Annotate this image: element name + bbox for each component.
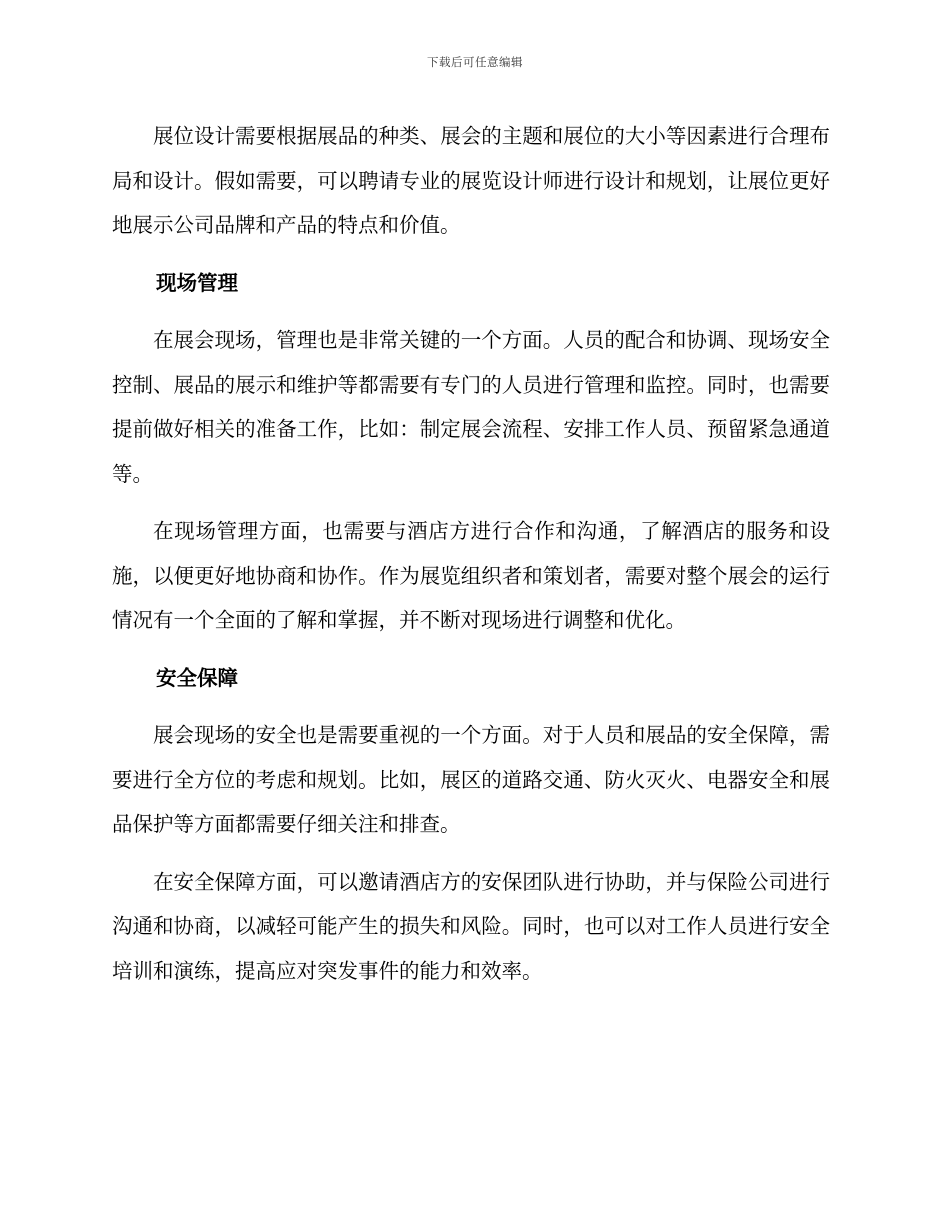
intro-paragraph: 展位设计需要根据展品的种类、展会的主题和展位的大小等因素进行合理布局和设计。假如需要，可以聘请专业的展览设计师进行设计和规划，让展位更好地展示公司品牌和产品的特点和价值。 xyxy=(112,124,830,237)
safety-paragraph-2: 在安全保障方面，可以邀请酒店方的安保团队进行协助，并与保险公司进行沟通和协商，以减轻可能产生的损失和风险。同时，也可以对工作人员进行安全培训和演练，提高应对突发事件的能力和效率。 xyxy=(112,869,830,983)
safety-paragraph-1: 展会现场的安全也是需要重视的一个方面。对于人员和展品的安全保障，需要进行全方位的考虑和规划。比如，展区的道路交通、防火灭火、电器安全和展品保护等方面都需要仔细关注和排查。 xyxy=(112,723,830,836)
section-title-site-management: 现场管理 xyxy=(156,270,238,295)
site-management-paragraph-2: 在现场管理方面，也需要与酒店方进行合作和沟通，了解酒店的服务和设施，以便更好地协商和协作。作为展览组织者和策划者，需要对整个展会的运行情况有一个全面的了解和掌握，并不断对现场进行调整和优化。 xyxy=(112,519,830,632)
section-title-safety: 安全保障 xyxy=(156,665,238,690)
document-body xyxy=(112,114,830,1006)
site-management-paragraph-1: 在展会现场，管理也是非常关键的一个方面。人员的配合和协调、现场安全控制、展品的展示和维护等都需要有专门的人员进行管理和监控。同时，也需要提前做好相关的准备工作，比如：制定展会流程、安排工作人员、预留紧急通道等。 xyxy=(112,328,830,486)
page-header: 下载后可任意编辑 xyxy=(427,55,523,69)
